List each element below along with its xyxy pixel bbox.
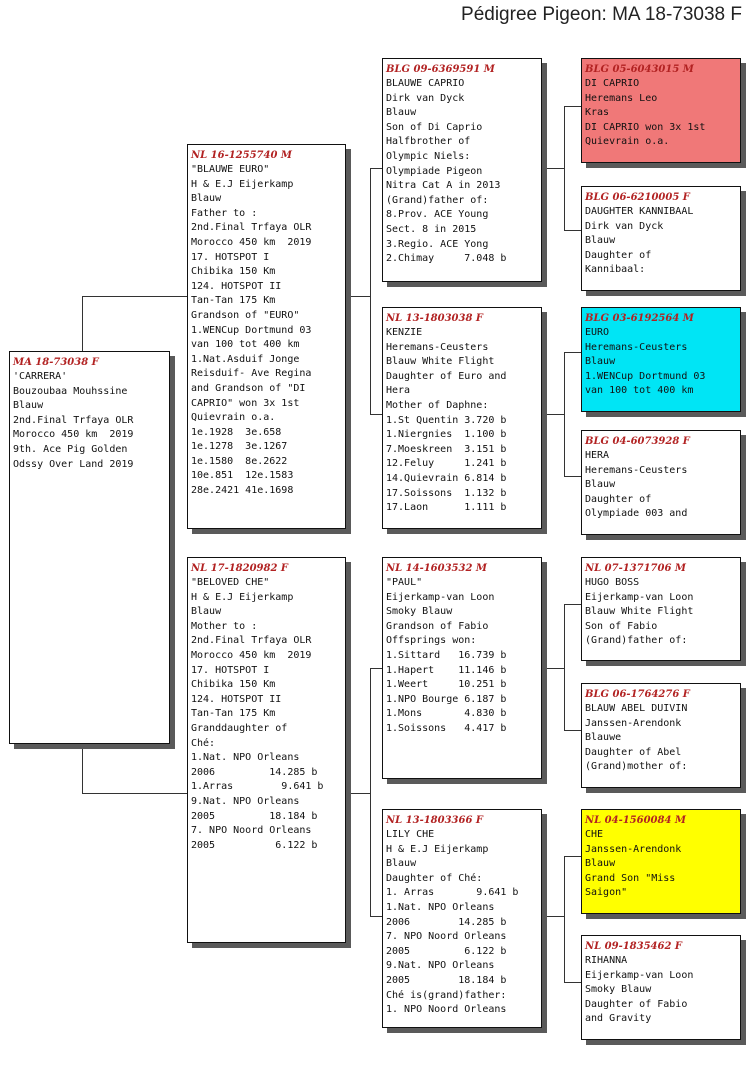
pedigree-line: Mother to :	[191, 620, 258, 632]
ring-number: MA 18-73038 F	[13, 357, 99, 368]
pedigree-line: 'CARRERA'	[13, 371, 68, 382]
pedigree-box-dam-dam-sire	[581, 809, 741, 914]
pedigree-line: Blauw	[585, 235, 616, 247]
pedigree-line: Eijerkamp-van Loon	[585, 969, 694, 981]
pedigree-line: Quievrain o.a.	[191, 412, 276, 424]
page-title: Pédigree Pigeon: MA 18-73038 F	[461, 4, 742, 25]
pedigree-line: 1.St Quentin 3.720 b	[386, 414, 507, 426]
pedigree-line: 124. HOTSPOT II	[191, 280, 282, 292]
pedigree-line: 1.Nat.Asduif Jonge	[191, 353, 300, 365]
pedigree-line: Heremans-Ceusters	[585, 341, 688, 353]
pedigree-line: 14.Quievrain 6.814 b	[386, 472, 507, 484]
pedigree-line: "BELOVED CHE"	[191, 577, 270, 588]
pedigree-line: 28e.2421 41e.1698	[191, 485, 294, 497]
pedigree-line: Kras	[585, 107, 610, 119]
pedigree-line: DI CAPRIO won 3x 1st	[585, 121, 706, 133]
connector-dam-to-ds	[370, 668, 382, 669]
ring-number: BLG 03-6192564 M	[585, 313, 694, 324]
pedigree-line: Ché:	[191, 737, 216, 749]
connector-dam-out	[346, 793, 370, 794]
pedigree-line: Daughter of	[585, 493, 652, 505]
pedigree-line: Heremans Leo	[585, 92, 658, 104]
pedigree-line: 9.Nat. NPO Orleans	[191, 795, 300, 807]
pedigree-line: 1.Nat. NPO Orleans	[386, 901, 495, 913]
pedigree-line: 2.Chimay 7.048 b	[386, 253, 507, 265]
pedigree-line: 1.Weert 10.251 b	[386, 679, 507, 691]
connector-sd-to-sdd	[564, 476, 581, 477]
pedigree-line: 17. HOTSPOT I	[191, 251, 270, 263]
pedigree-box-dam-sire-dam	[581, 683, 741, 788]
pedigree-line: (Grand)mother of:	[585, 761, 688, 773]
pedigree-line: Bouzoubaa Mouhssine	[13, 385, 128, 397]
pedigree-line: Olympiade Pigeon	[386, 165, 483, 177]
pedigree-line: 2005 18.184 b	[191, 810, 318, 822]
connector-ss-to-sss	[564, 106, 581, 107]
pedigree-line: BLAUWE CAPRIO	[386, 78, 465, 89]
pedigree-line: Grand Son "Miss	[585, 872, 676, 884]
pedigree-box-sire-dam-dam	[581, 430, 741, 535]
pedigree-line: Blauw	[386, 107, 417, 119]
pedigree-line: Smoky Blauw	[585, 984, 652, 996]
pedigree-line: Hera	[386, 385, 411, 397]
pedigree-box-dam-dam-dam	[581, 935, 741, 1040]
pedigree-line: 7. NPO Noord Orleans	[191, 825, 312, 837]
pedigree-line: H & E.J Eijerkamp	[191, 591, 294, 603]
pedigree-line: Saigon"	[585, 887, 628, 899]
pedigree-line: 7. NPO Noord Orleans	[386, 931, 507, 943]
pedigree-box-dam	[187, 557, 346, 943]
pedigree-line: 10e.851 12e.1583	[191, 470, 294, 482]
pedigree-line: Blauwe	[585, 732, 622, 744]
ring-number: BLG 09-6369591 M	[386, 64, 495, 75]
pedigree-line: 9.Nat. NPO Orleans	[386, 960, 495, 972]
pedigree-line: LILY CHE	[386, 829, 435, 840]
pedigree-line: 1e.1278 3e.1267	[191, 441, 288, 453]
pedigree-line: Chibika 150 Km	[191, 266, 276, 278]
pedigree-box-sire-sire	[382, 58, 542, 282]
pedigree-line: van 100 tot 400 km	[191, 339, 300, 351]
ring-number: BLG 06-1764276 F	[585, 689, 690, 700]
pedigree-line: 1.WENCup Dortmund 03	[191, 324, 312, 336]
pedigree-line: Grandson of "EURO"	[191, 309, 300, 321]
pedigree-line: 2005 18.184 b	[386, 974, 507, 986]
pedigree-box-sire-dam-sire	[581, 307, 741, 412]
pedigree-line: 1.Nat. NPO Orleans	[191, 752, 300, 764]
pedigree-line: 2006 14.285 b	[386, 916, 507, 928]
pedigree-line: Heremans-Ceusters	[386, 341, 489, 353]
pedigree-line: 1e.1580 8e.2622	[191, 455, 288, 467]
pedigree-line: 17.Soissons 1.132 b	[386, 487, 507, 499]
pedigree-line: 1. NPO Noord Orleans	[386, 1004, 507, 1016]
pedigree-line: Blauw	[585, 479, 616, 491]
pedigree-line: Morocco 450 km 2019	[191, 236, 312, 248]
pedigree-line: 7.Moeskreen 3.151 b	[386, 443, 507, 455]
pedigree-line: Olympic Niels:	[386, 150, 471, 162]
pedigree-line: 9th. Ace Pig Golden	[13, 443, 128, 455]
pedigree-line: Odssy Over Land 2019	[13, 458, 134, 470]
pedigree-line: Ché is(grand)father:	[386, 989, 507, 1001]
pedigree-line: Tan-Tan 175 Km	[191, 295, 276, 307]
connector-ds-out	[542, 668, 564, 669]
pedigree-line: 17. HOTSPOT I	[191, 664, 270, 676]
pedigree-line: KENZIE	[386, 327, 423, 338]
pedigree-line: DAUGHTER KANNIBAAL	[585, 206, 694, 217]
pedigree-line: HUGO BOSS	[585, 577, 640, 588]
pedigree-line: 1.Hapert 11.146 b	[386, 664, 507, 676]
ring-number: NL 13-1803038 F	[386, 313, 484, 324]
pedigree-box-sire-sire-dam	[581, 186, 741, 291]
ring-number: NL 14-1603532 M	[386, 563, 487, 574]
pedigree-line: and Grandson of "DI	[191, 382, 306, 394]
pedigree-line: Nitra Cat A in 2013	[386, 180, 501, 192]
pedigree-line: EURO	[585, 327, 610, 338]
pedigree-line: Daughter of Fabio	[585, 998, 688, 1010]
pedigree-box-dam-sire-sire	[581, 557, 741, 661]
pedigree-line: Blauw	[585, 356, 616, 368]
connector-sire-to-ss	[370, 168, 382, 169]
pedigree-line: Chibika 150 Km	[191, 679, 276, 691]
connector-dd-out	[542, 916, 564, 917]
pedigree-line: Morocco 450 km 2019	[191, 649, 312, 661]
connector-ds-to-dss	[564, 604, 581, 605]
pedigree-line: 12.Feluy 1.241 b	[386, 458, 507, 470]
pedigree-line: and Gravity	[585, 1013, 652, 1025]
connector-dd-vertical	[564, 856, 565, 982]
pedigree-box-sire-dam	[382, 307, 542, 529]
pedigree-line: DI CAPRIO	[585, 78, 640, 89]
pedigree-line: Eijerkamp-van Loon	[585, 591, 694, 603]
pedigree-line: Blauw	[191, 193, 222, 205]
pedigree-line: Janssen-Arendonk	[585, 717, 682, 729]
connector-sire-vertical	[370, 168, 371, 414]
pedigree-line: H & E.J Eijerkamp	[191, 178, 294, 190]
ring-number: NL 17-1820982 F	[191, 563, 289, 574]
connector-sire-out	[346, 296, 370, 297]
pedigree-line: CHE	[585, 829, 604, 840]
ring-number: BLG 06-6210005 F	[585, 192, 690, 203]
pedigree-line: 2005 6.122 b	[386, 945, 507, 957]
pedigree-line: Reisduif- Ave Regina	[191, 368, 312, 380]
connector-dd-to-ddd	[564, 982, 581, 983]
connector-sd-to-sds	[564, 352, 581, 353]
pedigree-line: Halfbrother of	[386, 136, 471, 148]
ring-number: NL 09-1835462 F	[585, 941, 683, 952]
ring-number: NL 13-1803366 F	[386, 815, 484, 826]
pedigree-line: Blauw	[386, 858, 417, 870]
pedigree-line: 1.Arras 9.641 b	[191, 781, 324, 793]
pedigree-line: Blauw	[191, 606, 222, 618]
pedigree-line: 3.Regio. ACE Yong	[386, 238, 489, 250]
pedigree-line: 1e.1928 3e.658	[191, 426, 282, 438]
pedigree-line: Olympiade 003 and	[585, 508, 688, 520]
pedigree-line: 1.WENCup Dortmund 03	[585, 370, 706, 382]
pedigree-line: Blauw	[13, 400, 44, 412]
pedigree-line: 17.Laon 1.111 b	[386, 502, 507, 514]
connector-sire-to-sd	[370, 414, 382, 415]
pedigree-line: Sect. 8 in 2015	[386, 223, 477, 235]
connector-ss-vertical	[564, 106, 565, 230]
pedigree-line: Son of Fabio	[585, 620, 658, 632]
pedigree-line: Janssen-Arendonk	[585, 843, 682, 855]
pedigree-line: Heremans-Ceusters	[585, 464, 688, 476]
pedigree-line: 1. Arras 9.641 b	[386, 887, 519, 899]
pedigree-line: Daughter of Ché:	[386, 872, 483, 884]
pedigree-line: Granddaughter of	[191, 722, 288, 734]
pedigree-line: (Grand)father of:	[386, 194, 489, 206]
pedigree-line: CAPRIO" won 3x 1st	[191, 397, 300, 409]
pedigree-line: 2nd.Final Trfaya OLR	[191, 222, 312, 234]
pedigree-line: 8.Prov. ACE Young	[386, 209, 489, 221]
pedigree-line: 2006 14.285 b	[191, 766, 318, 778]
pedigree-line: H & E.J Eijerkamp	[386, 843, 489, 855]
pedigree-line: 2005 6.122 b	[191, 839, 318, 851]
connector-ss-to-ssd	[564, 230, 581, 231]
pedigree-line: Dirk van Dyck	[585, 220, 664, 232]
connector-ss-out	[542, 168, 564, 169]
pedigree-line: HERA	[585, 450, 610, 461]
pedigree-line: Kannibaal:	[585, 264, 646, 276]
pedigree-box-root	[9, 351, 170, 744]
pedigree-line: 1.Soissons 4.417 b	[386, 722, 507, 734]
pedigree-line: Blauw White Flight	[386, 356, 495, 368]
pedigree-box-sire	[187, 144, 346, 529]
pedigree-line: Daughter of	[585, 249, 652, 261]
pedigree-line: Grandson of Fabio	[386, 620, 489, 632]
pedigree-line: Daughter of Abel	[585, 746, 682, 758]
pedigree-line: Eijerkamp-van Loon	[386, 591, 495, 603]
pedigree-line: van 100 tot 400 km	[585, 385, 694, 397]
pedigree-line: 1.Niergnies 1.100 b	[386, 429, 507, 441]
pedigree-line: Quievrain o.a.	[585, 136, 670, 148]
pedigree-line: 2nd.Final Trfaya OLR	[191, 635, 312, 647]
pedigree-line: "PAUL"	[386, 577, 423, 588]
ring-number: BLG 05-6043015 M	[585, 64, 694, 75]
pedigree-box-sire-sire-sire	[581, 58, 741, 163]
connector-root-to-sire	[82, 296, 187, 297]
pedigree-line: "BLAUWE EURO"	[191, 164, 270, 175]
ring-number: NL 04-1560084 M	[585, 815, 686, 826]
pedigree-box-dam-sire	[382, 557, 542, 779]
pedigree-line: RIHANNA	[585, 955, 628, 966]
pedigree-line: 1.Mons 4.830 b	[386, 708, 507, 720]
pedigree-line: Blauw White Flight	[585, 606, 694, 618]
connector-sd-vertical	[564, 352, 565, 476]
connector-dd-to-dds	[564, 856, 581, 857]
ring-number: BLG 04-6073928 F	[585, 436, 690, 447]
pedigree-line: Dirk van Dyck	[386, 92, 465, 104]
ring-number: NL 07-1371706 M	[585, 563, 686, 574]
pedigree-box-dam-dam	[382, 809, 542, 1028]
pedigree-line: Son of Di Caprio	[386, 121, 483, 133]
pedigree-line: 1.NPO Bourge 6.187 b	[386, 693, 507, 705]
pedigree-line: Morocco 450 km 2019	[13, 429, 134, 441]
connector-root-to-dam	[82, 793, 187, 794]
connector-ds-vertical	[564, 604, 565, 730]
pedigree-line: Father to :	[191, 207, 258, 219]
pedigree-line: BLAUW ABEL DUIVIN	[585, 703, 688, 714]
connector-dam-to-dd	[370, 916, 382, 917]
pedigree-line: 1.Sittard 16.739 b	[386, 649, 507, 661]
pedigree-line: 124. HOTSPOT II	[191, 693, 282, 705]
ring-number: NL 16-1255740 M	[191, 150, 292, 161]
pedigree-line: Blauw	[585, 858, 616, 870]
pedigree-line: Offsprings won:	[386, 635, 477, 647]
pedigree-line: Daughter of Euro and	[386, 370, 507, 382]
pedigree-line: Smoky Blauw	[386, 606, 453, 618]
pedigree-line: Tan-Tan 175 Km	[191, 708, 276, 720]
pedigree-line: (Grand)father of:	[585, 635, 688, 647]
connector-ds-to-dsd	[564, 730, 581, 731]
connector-dam-vertical	[370, 668, 371, 916]
connector-sd-out	[542, 414, 564, 415]
pedigree-line: Mother of Daphne:	[386, 399, 489, 411]
pedigree-line: 2nd.Final Trfaya OLR	[13, 414, 134, 426]
